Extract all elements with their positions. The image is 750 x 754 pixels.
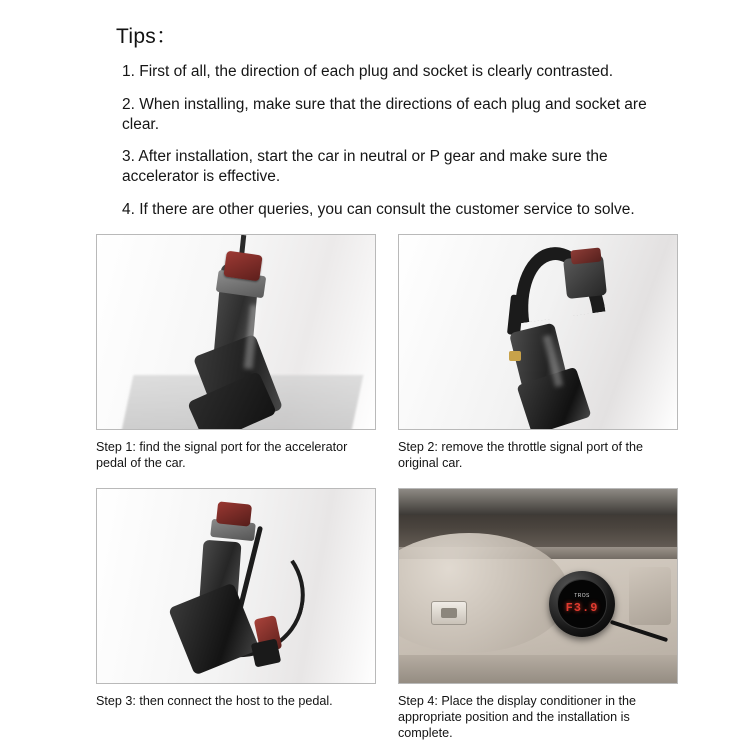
host-connected-to-pedal-photo: [96, 488, 376, 684]
tip-item-3: 3. After installation, start the car in neutral or P gear and make sure the accelerator is effective.: [122, 148, 608, 186]
page-title: Tips：: [116, 25, 178, 48]
step-1-caption: Step 1: find the signal port for the accelerator pedal of the car.: [96, 439, 348, 471]
tip-item-1: 1. First of all, the direction of each plug and socket is clearly contrasted.: [122, 63, 614, 80]
accelerator-pedal-signal-port-photo: [96, 234, 376, 430]
step-2-caption: Step 2: remove the throttle signal port of the original car.: [398, 439, 644, 471]
step-2-cell: [398, 234, 678, 484]
step-4-caption: Step 4: Place the display conditioner in the appropriate position and the installation is complete.: [398, 693, 637, 741]
tips-list: [96, 62, 694, 220]
display-conditioner-on-dashboard-photo: [398, 488, 678, 684]
display-conditioner-device: [549, 571, 615, 637]
throttle-signal-port-removal-photo: [398, 234, 678, 430]
tip-item-2: 2. When installing, make sure that the directions of each plug and socket are clear.: [122, 95, 647, 133]
tip-item-4: 4. If there are other queries, you can consult the customer service to solve.: [122, 201, 635, 219]
device-brand-label: TROS: [574, 592, 590, 599]
installation-steps-grid: [96, 234, 694, 754]
step-3-caption: Step 3: then connect the host to the pedal.: [96, 693, 333, 708]
device-readout: F3.9: [565, 600, 599, 615]
step-3-cell: [96, 488, 376, 754]
step-1-cell: [96, 234, 376, 484]
step-4-cell: [398, 488, 678, 754]
dashboard-switch: [431, 601, 467, 625]
